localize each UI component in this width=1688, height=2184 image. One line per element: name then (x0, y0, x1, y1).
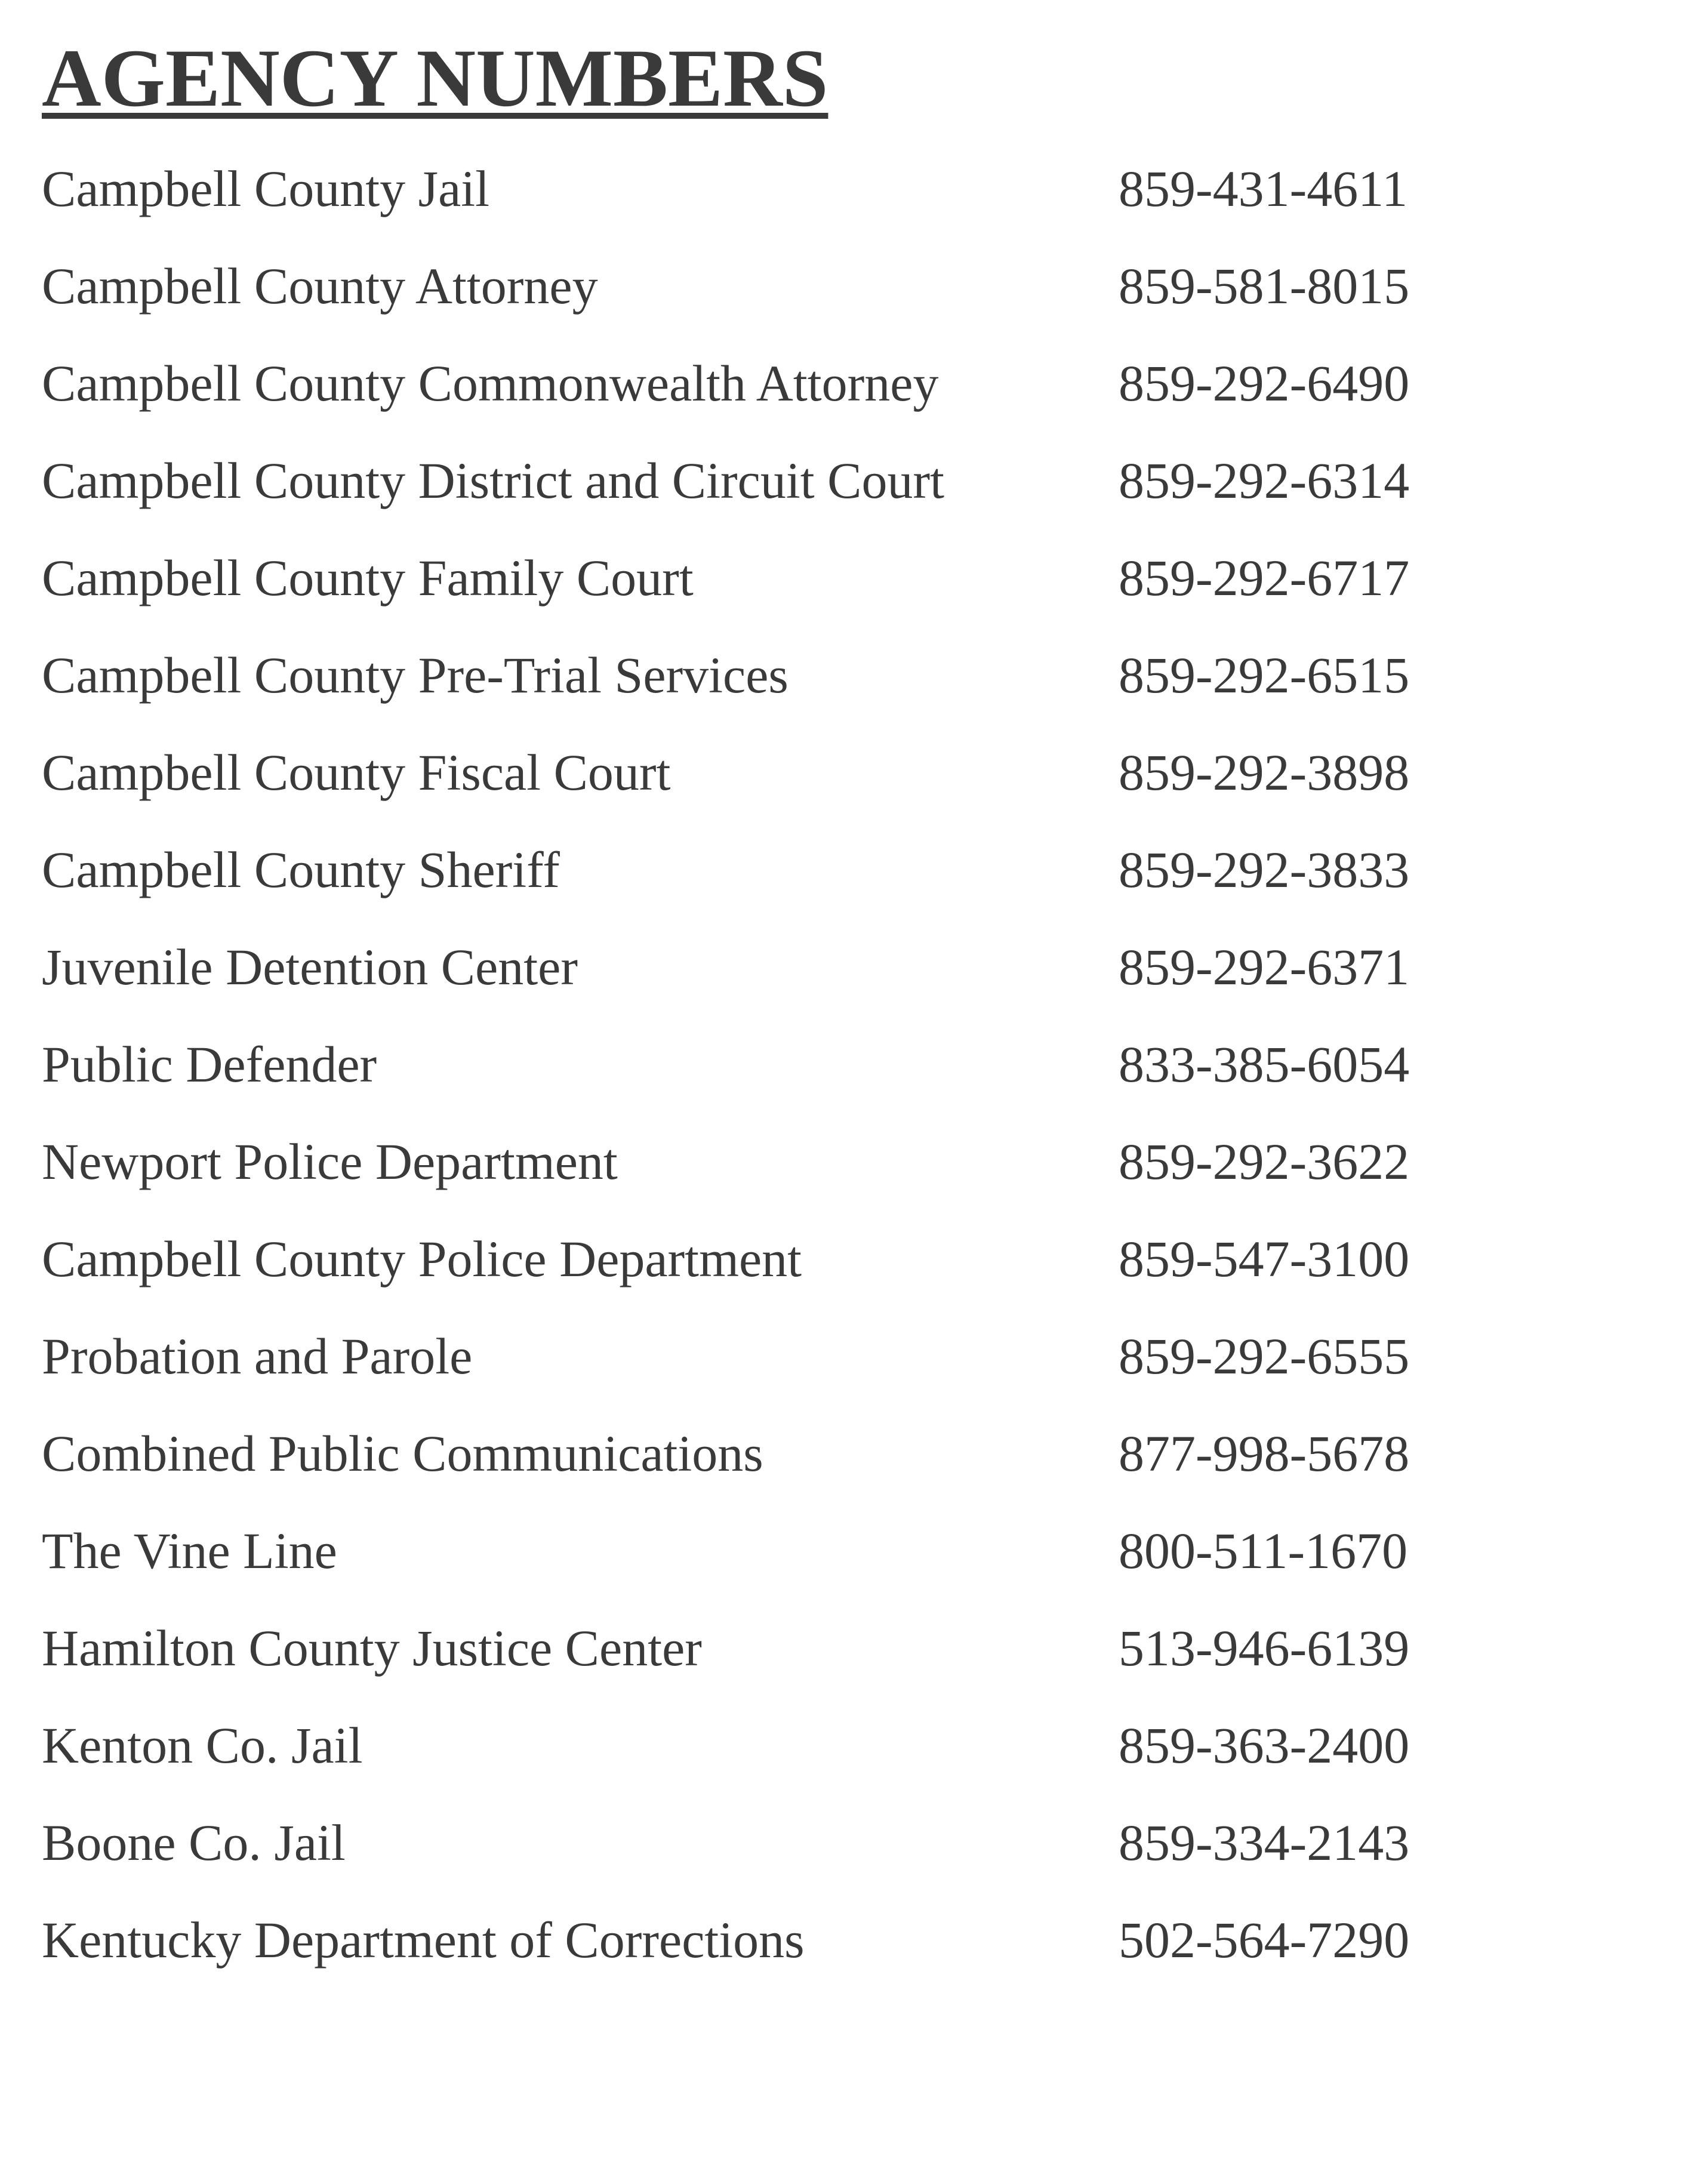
agency-row (42, 938, 1415, 1036)
agency-row (42, 1619, 1415, 1717)
agency-name: Newport Police Department (42, 1133, 618, 1190)
agency-phone: 800-511-1670 (1119, 1522, 1408, 1579)
agency-row (42, 452, 1415, 549)
agency-phone: 859-292-6490 (1119, 355, 1410, 412)
agency-name: Campbell County Commonwealth Attorney (42, 355, 939, 412)
agency-name: Probation and Parole (42, 1327, 473, 1385)
agency-row (42, 1717, 1415, 1814)
agency-phone: 859-292-6555 (1119, 1327, 1410, 1385)
agency-name: Boone Co. Jail (42, 1814, 346, 1871)
agency-name: Campbell County Attorney (42, 257, 598, 315)
agency-phone: 513-946-6139 (1119, 1619, 1410, 1677)
agency-phone: 502-564-7290 (1119, 1911, 1410, 1969)
agency-row (42, 257, 1415, 355)
agency-row (42, 841, 1415, 938)
agency-name: Kenton Co. Jail (42, 1717, 363, 1774)
agency-phone: 859-581-8015 (1119, 257, 1410, 315)
agency-row (42, 1036, 1415, 1133)
agency-name: Campbell County Fiscal Court (42, 744, 671, 801)
agency-name: Juvenile Detention Center (42, 938, 578, 996)
agency-row (42, 355, 1415, 452)
agency-row (42, 646, 1415, 744)
agency-row (42, 549, 1415, 646)
agency-name: Public Defender (42, 1036, 377, 1093)
agency-name: The Vine Line (42, 1522, 337, 1579)
agency-phone: 859-292-6371 (1119, 938, 1410, 996)
agency-row (42, 1230, 1415, 1327)
agency-name: Hamilton County Justice Center (42, 1619, 702, 1677)
agency-row (42, 1814, 1415, 1911)
agency-name: Campbell County District and Circuit Court (42, 452, 945, 509)
agency-phone: 833-385-6054 (1119, 1036, 1410, 1093)
agency-phone: 859-292-3898 (1119, 744, 1410, 801)
agency-phone: 859-292-6717 (1119, 549, 1410, 606)
agency-phone: 859-547-3100 (1119, 1230, 1410, 1287)
agency-phone: 859-363-2400 (1119, 1717, 1410, 1774)
agency-name: Campbell County Jail (42, 160, 490, 217)
agency-phone: 877-998-5678 (1119, 1425, 1410, 1482)
agency-name: Campbell County Family Court (42, 549, 694, 606)
agency-phone: 859-431-4611 (1119, 160, 1408, 217)
page-title: AGENCY NUMBERS (42, 32, 828, 124)
agency-row (42, 744, 1415, 841)
agency-row (42, 1327, 1415, 1425)
agency-name: Combined Public Communications (42, 1425, 763, 1482)
agency-row (42, 1133, 1415, 1230)
agency-name: Campbell County Police Department (42, 1230, 802, 1287)
agency-phone: 859-292-6515 (1119, 646, 1410, 704)
agency-phone: 859-292-6314 (1119, 452, 1410, 509)
agency-row (42, 1522, 1415, 1619)
agency-phone: 859-334-2143 (1119, 1814, 1410, 1871)
agency-name: Campbell County Sheriff (42, 841, 560, 898)
agency-row (42, 1911, 1415, 2009)
agency-phone: 859-292-3833 (1119, 841, 1410, 898)
agency-row (42, 160, 1415, 257)
agency-list (42, 160, 1415, 2009)
agency-name: Kentucky Department of Corrections (42, 1911, 805, 1969)
agency-name: Campbell County Pre-Trial Services (42, 646, 788, 704)
agency-row (42, 1425, 1415, 1522)
agency-phone: 859-292-3622 (1119, 1133, 1410, 1190)
